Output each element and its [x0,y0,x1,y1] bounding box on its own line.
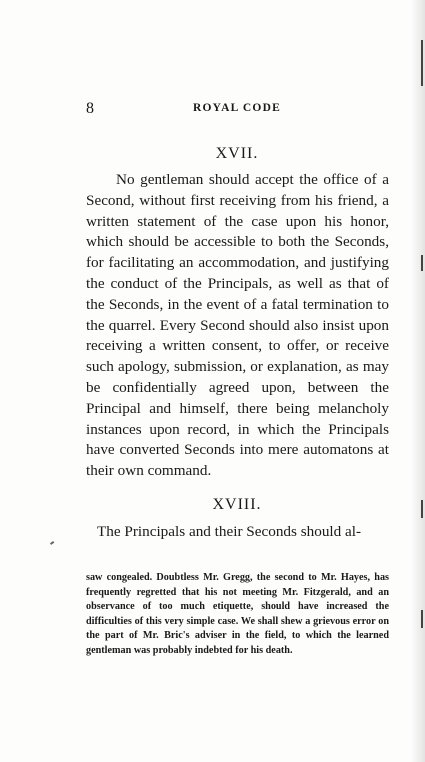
running-head: ROYAL CODE [193,102,281,114]
page-header [86,100,388,120]
section-paragraph-xviii: The Principals and their Seconds should al- [97,523,362,540]
stray-ink-mark [50,541,54,545]
section-paragraph-xvii: No gentleman should accept the office of a Second, without first receiving from his friend, a written statement of the case upon his honor, which should be accessible to both the Seconds, for facilitating an accommodation, and justifying the conduct of the Principals, as well as that of the Seconds, in the event of a fatal termination to the quarrel. Every Second should also insist upon receiving a written consent, to offer, or receive such apology, submission, or explanation, as may be confidentially agreed upon, between the Principal and himself, there being melancholy instances upon record, in which the Principals have converted Seconds into mere automatons at their own command. [86,171,389,480]
edge-mark [421,610,423,628]
page-number: 8 [86,100,94,117]
edge-mark [421,40,423,86]
section-heading-xviii: XVIII. [212,496,262,513]
edge-mark [421,500,423,518]
section-heading-xvii: XVII. [215,145,259,162]
page-edge-shadow [411,0,425,762]
edge-mark [421,255,423,271]
footnote: saw congealed. Doubtless Mr. Gregg, the second to Mr. Hayes, has frequently regretted that his not meeting Mr. Fitzgerald, and an observance of too much etiquette, should have increased the difficulties of this very simple case. We shall shew a grievous error on the part of Mr. Bric's adviser in the field, to which the learned gentleman was probably indebted for his death. [86,572,389,656]
